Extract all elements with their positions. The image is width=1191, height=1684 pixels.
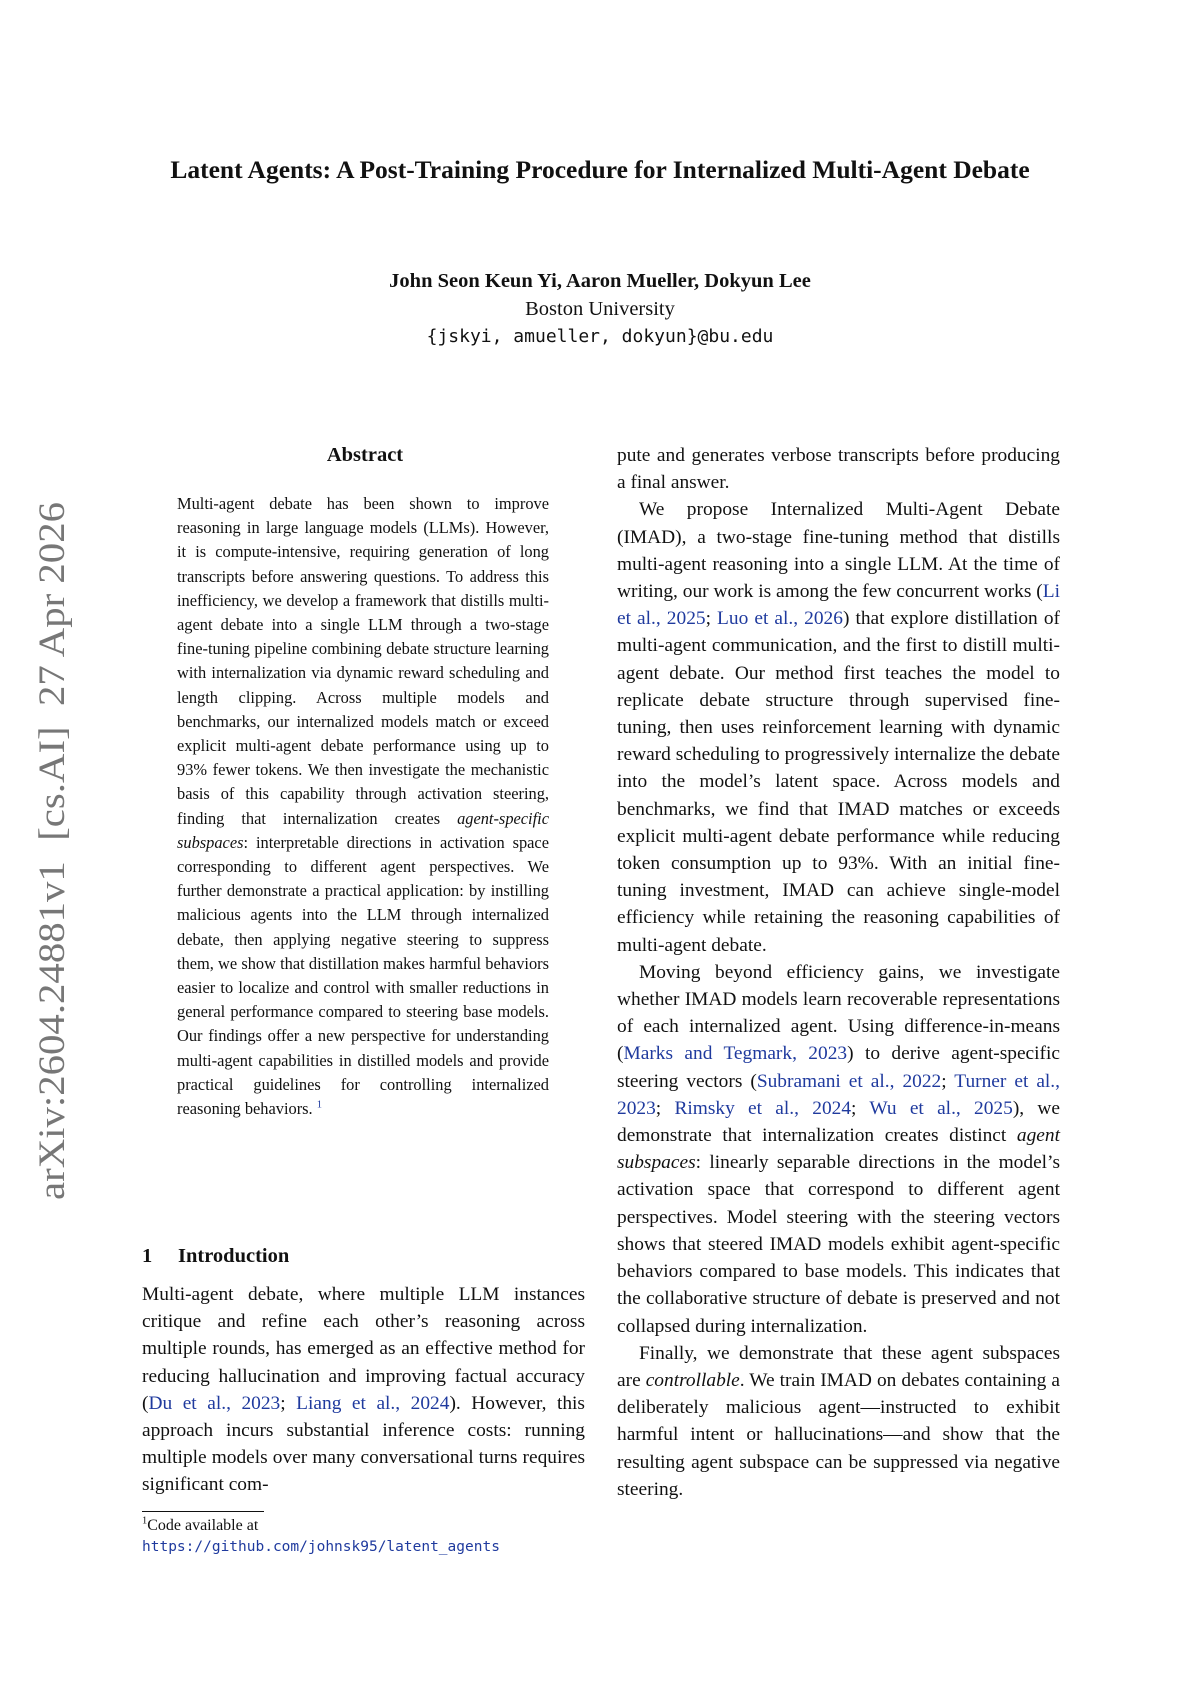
citation-link[interactable]: Liang et al., 2024 <box>296 1392 450 1414</box>
abstract-body <box>177 492 549 1121</box>
footnote-rule <box>142 1511 264 1512</box>
body-text: Finally, we demonstrate that these agent subspaces are <box>617 1342 1060 1391</box>
intro-paragraph <box>142 1281 585 1499</box>
abstract-heading: Abstract <box>326 444 404 466</box>
body-text: ), we demonstrate that internalization creates distinct <box>617 1097 1060 1147</box>
body-text: ) that explore distillation of multi-agent communication, and the first to distill multi-agent debate. Our method first teaches the model to replicate debate structure through supervised fine-tuning, then uses reinforcement learning with dynamic reward scheduling to progressively internalize the debate into the model’s latent space. Across models and benchmarks, we find that IMAD matches or exceeds explicit multi-agent debate performance while reducing token consumption up to 93%. With an initial fine-tuning investment, IMAD can achieve single-model efficiency while retaining the reasoning capabilities of multi-agent debate. <box>617 608 1060 956</box>
section-title: Introduction <box>178 1245 290 1267</box>
footnote-text: Code available at <box>147 1517 259 1534</box>
body-emphasis: agent subspaces <box>617 1125 1060 1174</box>
citation-link[interactable]: Du et al., 2023 <box>148 1392 281 1414</box>
section-heading <box>142 1243 289 1269</box>
abstract-text: Multi-agent debate has been shown to improve reasoning in large language models (LLMs). However, it is compute-intensive, requiring generation of long transcripts before answering questions. To address this inefficiency, we develop a framework that distills multi-agent debate into a single LLM through a two-stage fine-tuning pipeline combining debate structure learning with internalization via dynamic reward scheduling and length clipping. Across multiple models and benchmarks, our internalized models match or exceed explicit multi-agent debate performance using up to 93% fewer tokens. We then investigate the mechanistic basis of this capability through activation steering, finding that internalization creates <box>177 494 549 828</box>
abstract-text: : interpretable directions in activation space corresponding to different agent perspectives. We further demonstrate a practical application: by instilling malicious agents into the LLM through internalized debate, then applying negative steering to suppress them, we show that distillation makes harmful behaviors easier to localize and control with smaller reductions in general performance compared to steering base models. Our findings offer a new perspective for understanding multi-agent capabilities in distilled models and provide practical guidelines for controlling internalized reasoning behaviors. <box>177 832 549 1119</box>
citation-link[interactable]: Subramani et al., 2022 <box>756 1070 942 1092</box>
footnote <box>142 1515 585 1558</box>
footnote-number: 1 <box>142 1515 148 1527</box>
body-emphasis: controllable <box>645 1369 740 1391</box>
body-text: . We train IMAD on debates containing a deliberately malicious agent—instructed to exhibit harmful intent or hallucinations—and show that the resulting agent subspace can be suppressed via negative steering. <box>617 1369 1060 1500</box>
footnote-marker[interactable]: 1 <box>316 1099 323 1111</box>
body-text: ) to derive agent-specific steering vectors ( <box>617 1043 1060 1092</box>
body-text: ). However, this approach incurs substantial inference costs: running multiple models over many conversational turns requires significant com- <box>142 1392 585 1496</box>
citation-link[interactable]: Luo et al., 2026 <box>717 608 843 630</box>
citation-link[interactable]: Marks and Tegmark, 2023 <box>623 1043 848 1065</box>
body-text: ; <box>655 1097 675 1119</box>
citation-link[interactable]: Wu et al., 2025 <box>869 1097 1013 1119</box>
body-paragraph <box>617 496 1060 958</box>
body-paragraph <box>617 442 1060 496</box>
section-number: 1 <box>142 1245 153 1267</box>
body-text: ; <box>280 1392 297 1414</box>
abstract-emphasis: agent-specific subspaces <box>177 808 549 852</box>
author-list: John Seon Keun Yi, Aaron Mueller, Dokyun Lee <box>389 270 811 292</box>
body-text: We propose Internalized Multi-Agent Debate (IMAD), a two-stage fine-tuning method that distills multi-agent reasoning into a single LLM. At the time of writing, our work is among the few concurrent works ( <box>617 499 1060 603</box>
citation-link[interactable]: Rimsky et al., 2024 <box>674 1097 852 1119</box>
body-text: : linearly separable directions in the model’s activation space that correspond to different agent perspectives. Model steering with the steering vectors shows that steered IMAD models exhibit agent-specific behaviors compared to base models. This indicates that the collaborative structure of debate is preserved and not collapsed during internalization. <box>617 1152 1060 1337</box>
body-paragraph <box>617 959 1060 1340</box>
citation-link[interactable]: Li et al., 2025 <box>617 581 1060 630</box>
code-url-link[interactable]: https://github.com/johnsk95/latent_agents <box>142 1539 500 1555</box>
body-text: ; <box>941 1070 955 1092</box>
body-text: ; <box>705 608 718 630</box>
affiliation: Boston University <box>525 298 675 320</box>
arxiv-identifier-text: arXiv:2604.24881v1 [cs.AI] 27 Apr 2026 <box>32 566 73 1200</box>
paper-title: Latent Agents: A Post-Training Procedure for Internalized Multi-Agent Debate <box>170 155 1030 184</box>
body-text: pute and generates verbose transcripts before producing a final answer. <box>617 445 1060 494</box>
body-text: Multi-agent debate, where multiple LLM instances critique and refine each other’s reasoning across multiple rounds, has emerged as an effective method for reducing hallucination and improving factual accuracy ( <box>142 1284 585 1414</box>
body-text: ; <box>851 1097 870 1119</box>
body-text: Moving beyond efficiency gains, we investigate whether IMAD models learn recoverable representations of each internalized agent. Using difference-in-means ( <box>617 961 1060 1065</box>
right-column <box>617 442 1060 1503</box>
arxiv-identifier <box>30 502 74 1200</box>
citation-link[interactable]: Turner et al., 2023 <box>617 1070 1061 1119</box>
author-emails: {jskyi, amueller, dokyun}@bu.edu <box>426 326 774 347</box>
body-paragraph <box>617 1340 1060 1503</box>
